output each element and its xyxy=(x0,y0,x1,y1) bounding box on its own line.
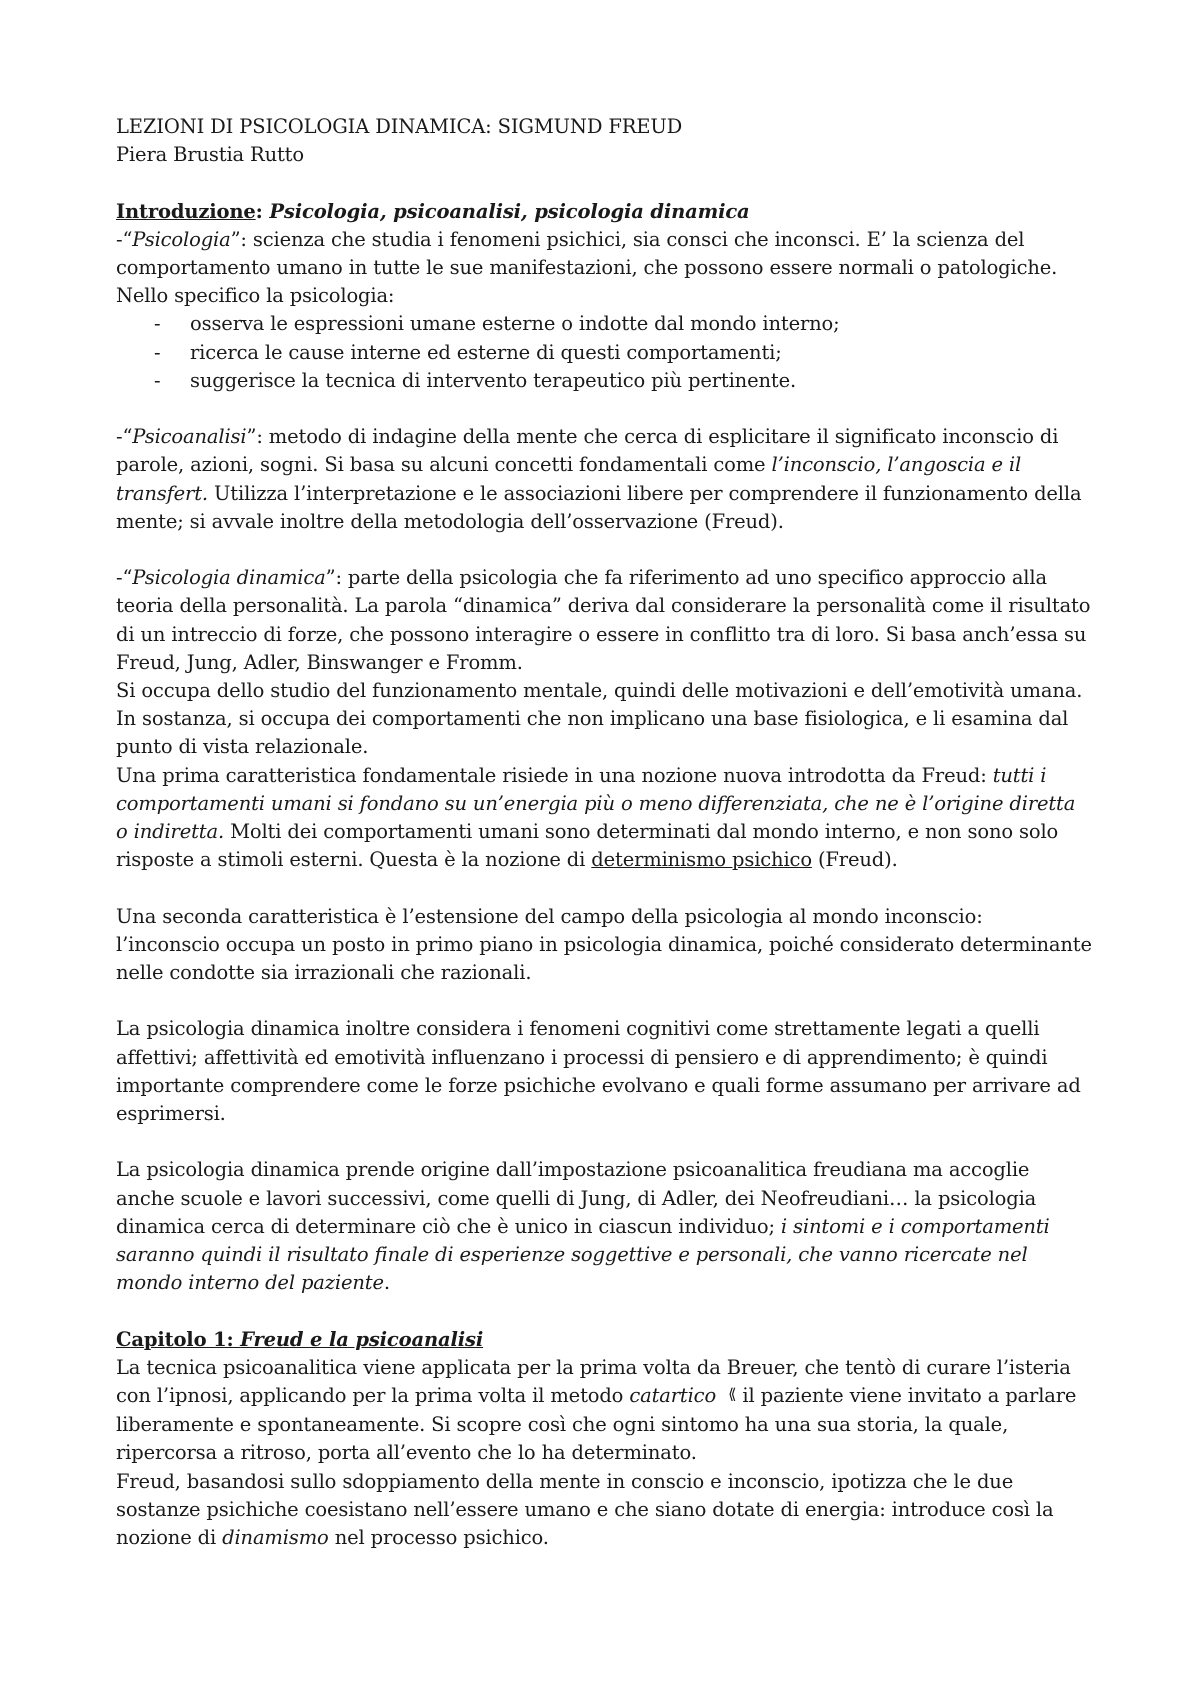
paragraph-line xyxy=(116,1269,1096,1297)
paragraph-line: In sostanza, si occupa dei comportamenti che non implicano una base fisiologica, e li esamina dal xyxy=(116,707,1069,731)
text-run: Utilizza l’interpretazione e le associazioni libere per comprendere il funzionamento della xyxy=(207,481,1082,505)
intro-heading xyxy=(116,198,1096,226)
italic-run: transfert. xyxy=(116,481,208,505)
psicologia-text: ”: scienza che studia i fenomeni psichici, sia consci che inconsci. E’ la scienza del xyxy=(230,227,1025,251)
paragraph-line xyxy=(116,762,1096,790)
italic-run: tutti i xyxy=(992,763,1047,787)
text-run: Una prima caratteristica fondamentale risiede in una nozione nuova introdotta da Freud: xyxy=(116,763,993,787)
quote-open: -“ xyxy=(116,227,133,251)
paragraph-line xyxy=(116,480,1096,508)
text-run: nozione di xyxy=(116,1526,223,1550)
paragraph-line: nelle condotte sia irrazionali che razionali. xyxy=(116,961,532,985)
paragraph-line: affettivi; affettività ed emotività influenzano i processi di pensiero e di apprendimento; è quindi xyxy=(116,1045,1048,1069)
intro-heading-label: Introduzione xyxy=(116,199,256,223)
paragraph-line: l’inconscio occupa un posto in primo piano in psicologia dinamica, poiché considerato determinante xyxy=(116,932,1092,956)
paragraph-line: La psicologia dinamica inoltre considera i fenomeni cognitivi come strettamente legati a quelli xyxy=(116,1017,1040,1041)
paragraph-line: Una seconda caratteristica è l’estensione del campo della psicologia al mondo inconscio: xyxy=(116,904,983,928)
list-item-text: suggerisce la tecnica di intervento terapeutico più pertinente. xyxy=(190,368,797,392)
paragraph-line: comportamenti umani si fondano su un’energia più o meno differenziata, che ne è l’origine diretta xyxy=(116,791,1076,815)
intro-heading-colon: : xyxy=(255,199,263,223)
paragraph-line xyxy=(116,1213,1096,1241)
arrow-icon: ⟪ xyxy=(728,1385,737,1404)
paragraph-line: sostanze psichiche coesistano nell’essere umano e che siano dotate di energia: introduce così la xyxy=(116,1497,1054,1521)
italic-run: l’inconscio, l’angoscia e il xyxy=(771,453,1022,477)
paragraph-line: saranno quindi il risultato finale di esperienze soggettive e personali, che vanno ricercate nel xyxy=(116,1243,1028,1267)
italic-run: i sintomi e i comportamenti xyxy=(780,1214,1050,1238)
paragraph-line: anche scuole e lavori successivi, come quelli di Jung, di Adler, dei Neofreudiani… la psicologia xyxy=(116,1186,1037,1210)
text-run: parole, azioni, sogni. Si basa su alcuni concetti fondamentali come xyxy=(116,453,772,477)
spacer xyxy=(116,395,1096,423)
term-psicologia: Psicologia xyxy=(132,227,231,251)
document-title: LEZIONI DI PSICOLOGIA DINAMICA: SIGMUND FREUD xyxy=(116,115,683,138)
text-run: il paziente viene invitato a parlare xyxy=(736,1384,1077,1408)
italic-run: mondo interno del paziente xyxy=(116,1271,384,1295)
psicoanalisi-definition xyxy=(116,423,1096,451)
list-item xyxy=(116,310,1096,338)
intro-heading-subtitle: Psicologia, psicoanalisi, psicologia dinamica xyxy=(262,199,750,223)
paragraph-line xyxy=(116,818,1096,846)
spacer xyxy=(116,1128,1096,1156)
spacer xyxy=(116,1297,1096,1325)
italic-run: catartico xyxy=(629,1384,717,1408)
psicologia-definition xyxy=(116,226,1096,254)
list-item xyxy=(116,339,1096,367)
list-item xyxy=(116,367,1096,395)
paragraph-line xyxy=(116,846,1096,874)
bullet-dash: - xyxy=(154,340,161,364)
text-run: dinamica cerca di determinare ciò che è unico in ciascun individuo; xyxy=(116,1214,781,1238)
bullet-dash: - xyxy=(154,368,161,392)
paragraph-line: mente; si avvale inoltre della metodologia dell’osservazione (Freud). xyxy=(116,509,784,533)
text-run: Molti dei comportamenti umani sono determinati dal mondo interno, e non sono solo xyxy=(224,820,1059,844)
paragraph-line xyxy=(116,1382,1096,1411)
psicoanalisi-text: ”: metodo di indagine della mente che cerca di esplicitare il significato inconscio di xyxy=(246,425,1059,449)
text-run: risposte a stimoli esterni. Questa è la nozione di xyxy=(116,848,592,872)
paragraph-line: esprimersi. xyxy=(116,1102,226,1126)
text-run: (Freud). xyxy=(811,848,898,872)
dinamica-text: ”: parte della psicologia che fa riferimento ad uno specifico approccio alla xyxy=(325,566,1047,590)
chapter-1-heading xyxy=(116,1326,1096,1354)
paragraph-line: comportamento umano in tutte le sue manifestazioni, che possono essere normali o patologiche. xyxy=(116,256,1058,279)
psicologia-dinamica-definition xyxy=(116,564,1096,592)
text-run: . xyxy=(383,1271,390,1295)
paragraph-line: importante comprendere come le forze psichiche evolvano e quali forme assumano per arrivare ad xyxy=(116,1073,1081,1097)
paragraph-line: teoria della personalità. La parola “dinamica” deriva dal considerare la personalità come il risultato xyxy=(116,594,1091,618)
spacer xyxy=(116,169,1096,197)
spacer xyxy=(116,987,1096,1015)
spacer xyxy=(116,536,1096,564)
document-page xyxy=(116,113,1096,1552)
text-run: con l’ipnosi, applicando per la prima volta il metodo xyxy=(116,1384,630,1408)
quote-open: -“ xyxy=(116,566,133,590)
document-author: Piera Brustia Rutto xyxy=(116,143,304,167)
paragraph-line: punto di vista relazionale. xyxy=(116,735,369,759)
paragraph-line: Nello specifico la psicologia: xyxy=(116,284,395,308)
list-item-text: osserva le espressioni umane esterne o indotte dal mondo interno; xyxy=(190,312,840,336)
paragraph-line xyxy=(116,451,1096,479)
paragraph-line: Si occupa dello studio del funzionamento mentale, quindi delle motivazioni e dell’emotività umana. xyxy=(116,679,1083,703)
paragraph-line: di un intreccio di forze, che possono interagire o essere in conflitto tra di loro. Si basa anch’essa su xyxy=(116,622,1087,646)
paragraph-line: La tecnica psicoanalitica viene applicata per la prima volta da Breuer, che tentò di curare l’isteria xyxy=(116,1355,1071,1379)
italic-run: dinamismo xyxy=(222,1526,329,1550)
term-psicoanalisi: Psicoanalisi xyxy=(132,425,247,449)
underlined-term: determinismo psichico xyxy=(591,848,812,872)
paragraph-line: liberamente e spontaneamente. Si scopre così che ogni sintomo ha una sua storia, la quale, xyxy=(116,1413,1009,1437)
bullet-dash: - xyxy=(154,312,161,336)
paragraph-line: Freud, basandosi sullo sdoppiamento della mente in conscio e inconscio, ipotizza che le due xyxy=(116,1469,1014,1493)
chapter-1-label: Capitolo 1: xyxy=(116,1327,241,1351)
list-item-text: ricerca le cause interne ed esterne di questi comportamenti; xyxy=(190,340,782,364)
quote-open: -“ xyxy=(116,425,133,449)
text-run: nel processo psichico. xyxy=(328,1526,549,1550)
chapter-1-title: Freud e la psicoanalisi xyxy=(240,1327,484,1351)
paragraph-line: Freud, Jung, Adler, Binswanger e Fromm. xyxy=(116,650,523,674)
paragraph-line: La psicologia dinamica prende origine dall’impostazione psicoanalitica freudiana ma accoglie xyxy=(116,1158,1030,1182)
paragraph-line: ripercorsa a ritroso, porta all’evento che lo ha determinato. xyxy=(116,1441,697,1465)
term-psicologia-dinamica: Psicologia dinamica xyxy=(132,566,326,590)
spacer xyxy=(116,874,1096,902)
paragraph-line xyxy=(116,1524,1096,1552)
italic-run: o indiretta. xyxy=(116,820,225,844)
